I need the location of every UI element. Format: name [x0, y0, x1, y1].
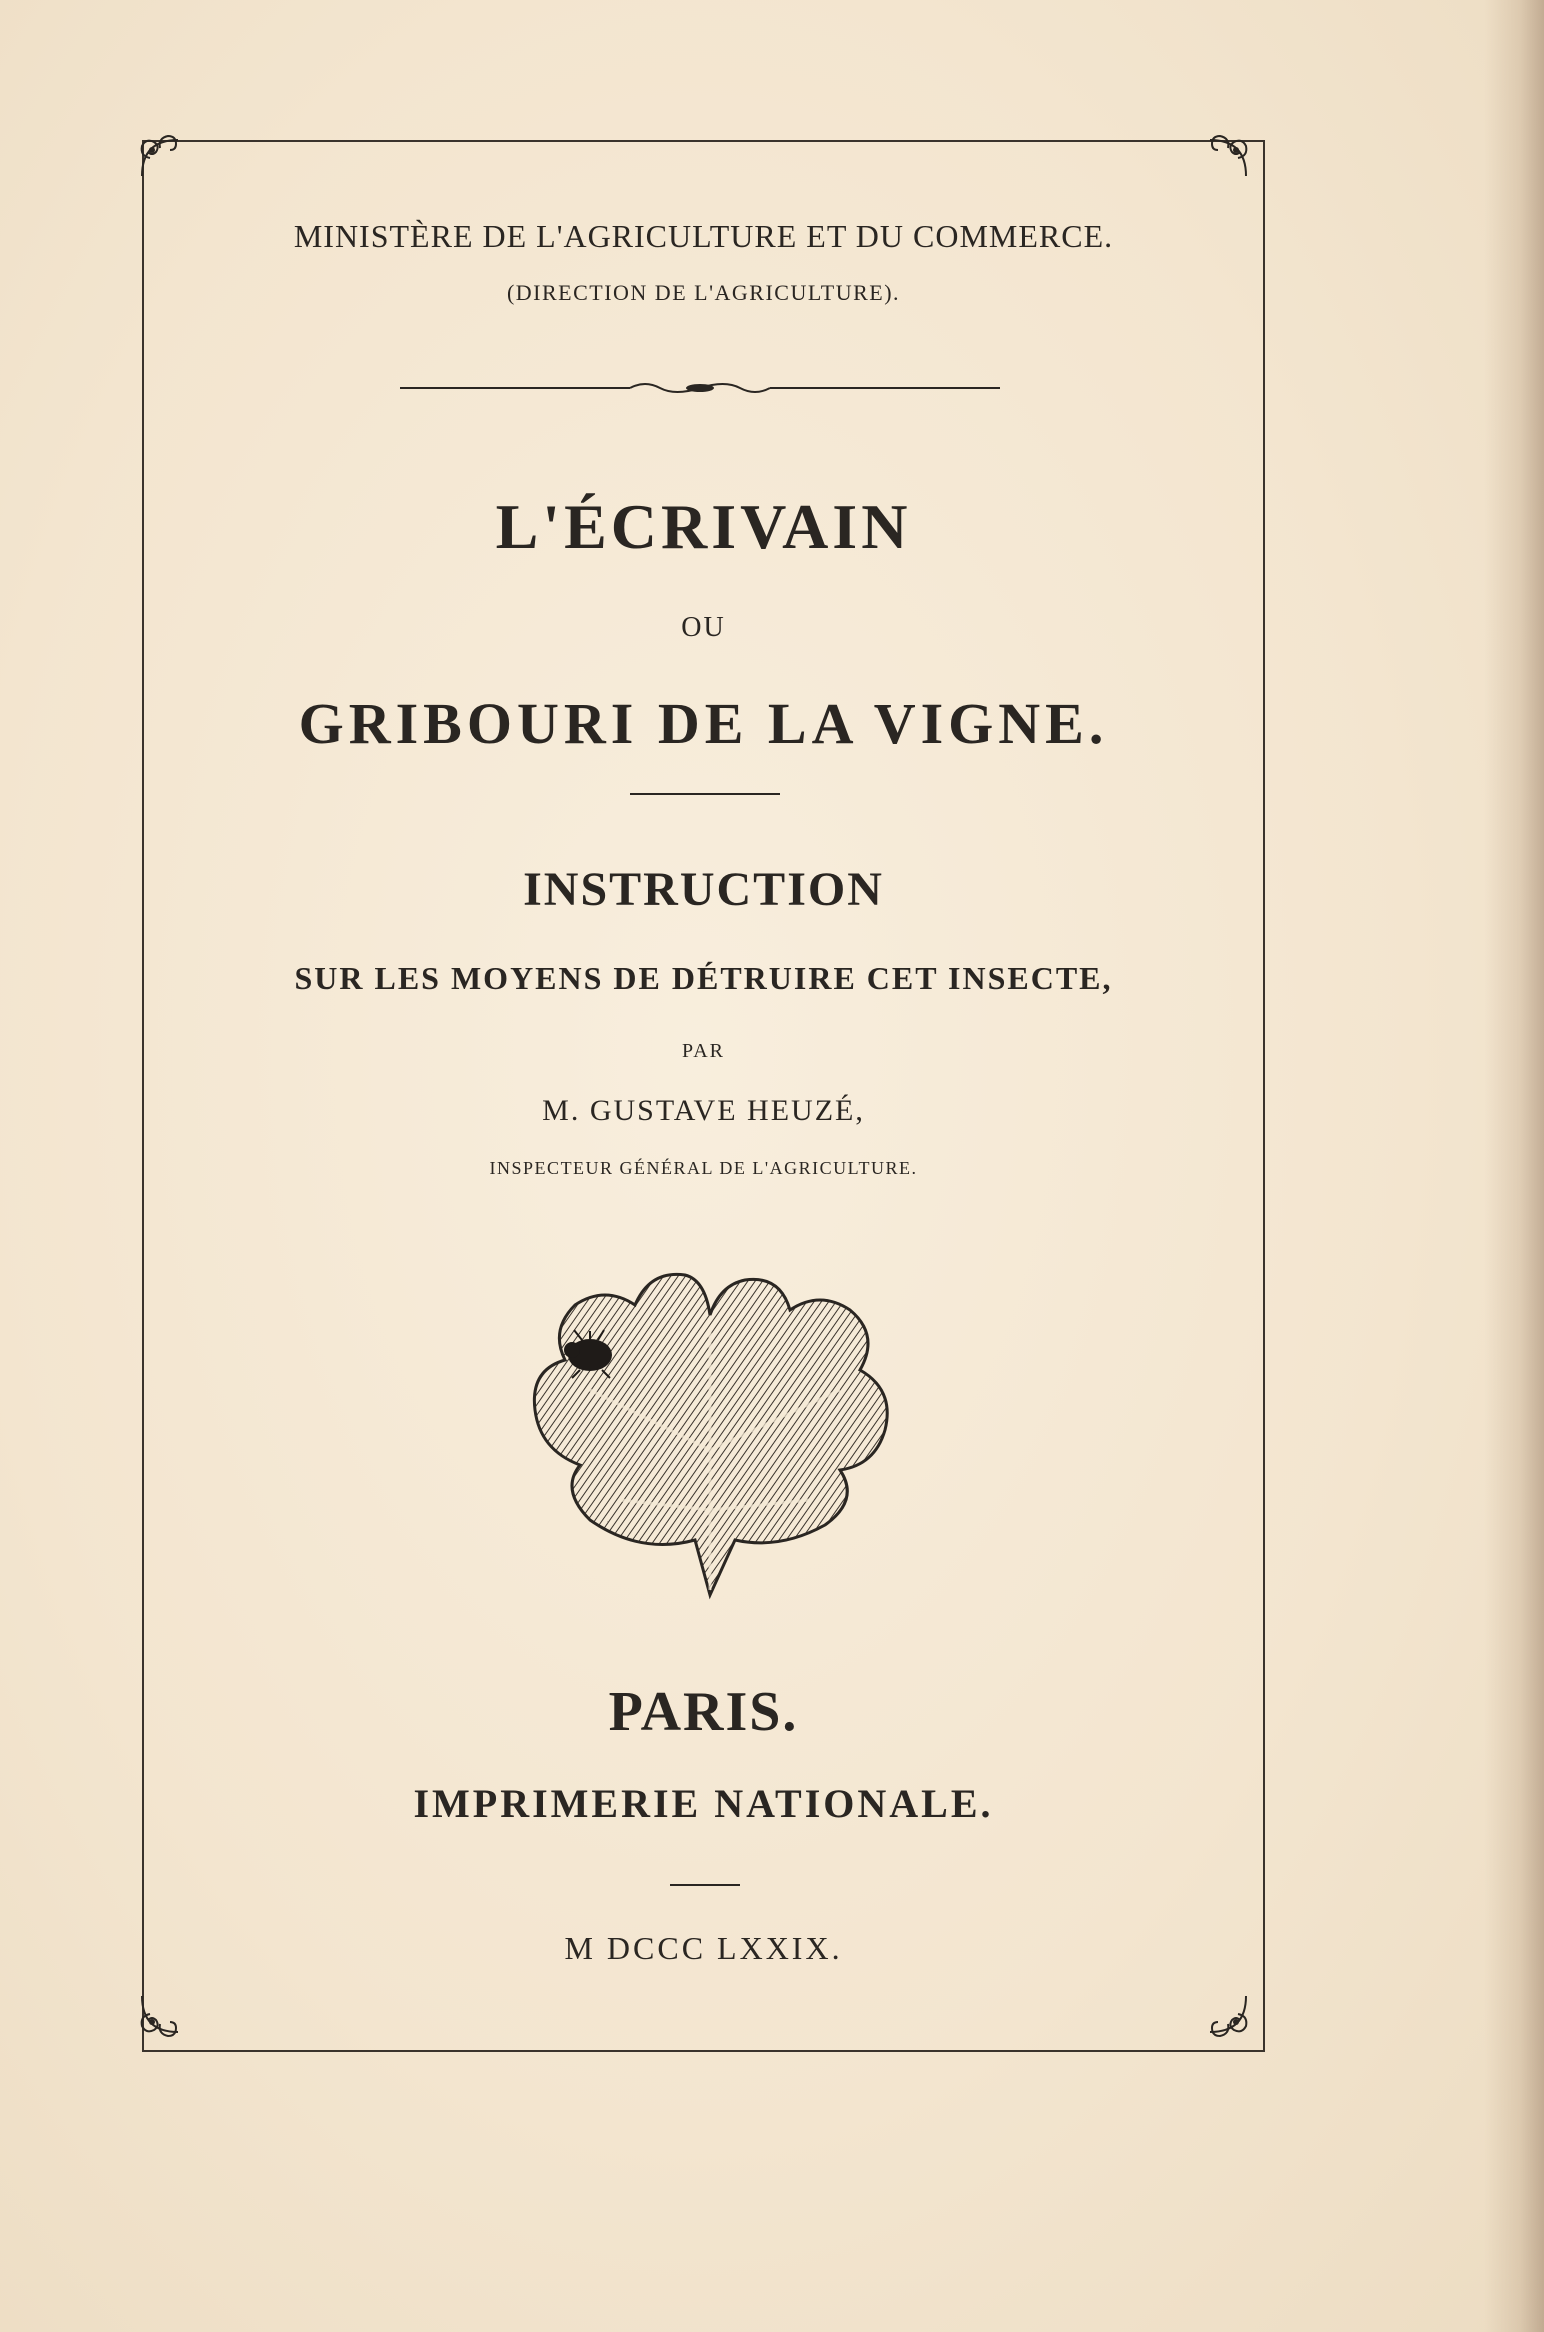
- imprint-city: PARIS.: [608, 1681, 799, 1743]
- ornamental-divider-icon: [400, 378, 1000, 398]
- short-divider: [630, 793, 780, 795]
- imprint-year: M DCCC LXXIX.: [564, 1930, 843, 1966]
- title-conjunction: OU: [681, 612, 726, 643]
- instruction-description: SUR LES MOYENS DE DÉTRUIRE CET INSECTE,: [294, 960, 1113, 996]
- corner-flourish-icon: [120, 1974, 200, 2054]
- short-divider: [670, 1884, 740, 1886]
- vine-leaf-with-beetle-icon: [520, 1250, 900, 1610]
- author-role: INSPECTEUR GÉNÉRAL DE L'AGRICULTURE.: [489, 1158, 918, 1178]
- direction-subheading: (DIRECTION DE L'AGRICULTURE).: [506, 280, 901, 305]
- instruction-heading: INSTRUCTION: [523, 863, 884, 916]
- corner-flourish-icon: [1188, 118, 1268, 198]
- corner-flourish-icon: [120, 118, 200, 198]
- main-title-secondary: GRIBOURI DE LA VIGNE.: [298, 691, 1109, 756]
- imprint-printer: IMPRIMERIE NATIONALE.: [413, 1781, 994, 1826]
- ministry-heading: MINISTÈRE DE L'AGRICULTURE ET DU COMMERCE.: [293, 218, 1114, 254]
- main-title: L'ÉCRIVAIN: [495, 491, 912, 562]
- corner-flourish-icon: [1188, 1974, 1268, 2054]
- by-label: PAR: [681, 1040, 726, 1062]
- page-edge-shadow: [1484, 0, 1544, 2332]
- author-name: M. GUSTAVE HEUZÉ,: [542, 1094, 865, 1127]
